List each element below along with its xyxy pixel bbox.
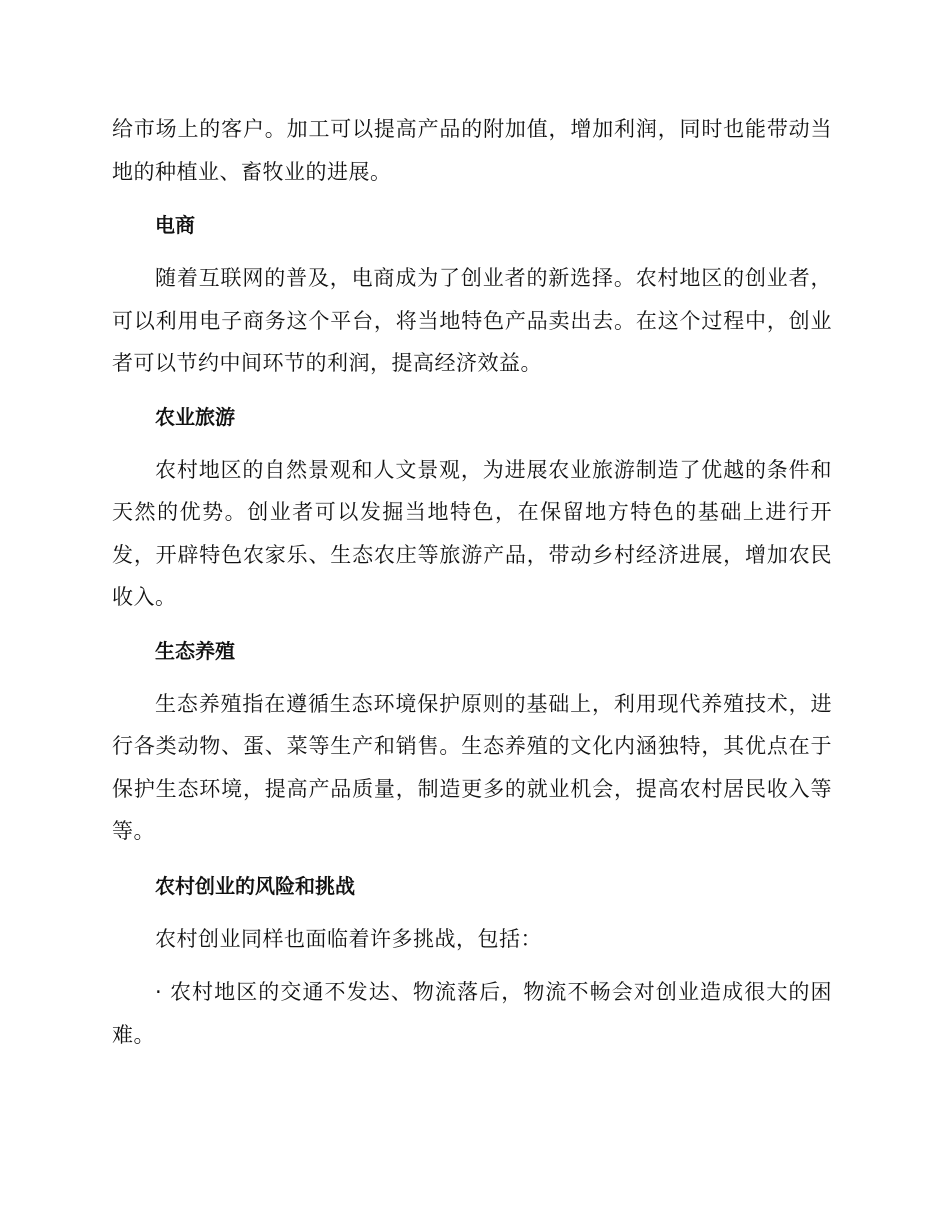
paragraph-intro: 给市场上的客户。加工可以提高产品的附加值，增加利润，同时也能带动当地的种植业、畜牧业的进展。 <box>112 117 832 184</box>
heading-risks: 农村创业的风险和挑战 <box>155 873 355 898</box>
paragraph-ecommerce: 随着互联网的普及，电商成为了创业者的新选择。农村地区的创业者，可以利用电子商务这个平台，将当地特色产品卖出去。在这个过程中，创业者可以节约中间环节的利润，提高经济效益。 <box>112 266 832 375</box>
paragraph-risks-intro: 农村创业同样也面临着许多挑战，包括： <box>155 926 542 951</box>
document-page <box>112 108 832 1056</box>
paragraph-eco-breeding: 生态养殖指在遵循生态环境保护原则的基础上，利用现代养殖技术，进行各类动物、蛋、菜等生产和销售。生态养殖的文化内涵独特，其优点在于保护生态环境，提高产品质量，制造更多的就业机会，提高农村居民收入等等。 <box>112 691 832 843</box>
bullet-item-transport: · 农村地区的交通不发达、物流落后，物流不畅会对创业造成很大的困难。 <box>112 980 832 1047</box>
heading-eco-breeding: 生态养殖 <box>155 638 235 663</box>
paragraph-agritourism: 农村地区的自然景观和人文景观，为进展农业旅游制造了优越的条件和天然的优势。创业者可以发掘当地特色，在保留地方特色的基础上进行开发，开辟特色农家乐、生态农庄等旅游产品，带动乡村经济进展，增加农民收入。 <box>112 457 832 609</box>
heading-agritourism: 农业旅游 <box>155 404 235 429</box>
heading-ecommerce: 电商 <box>155 213 195 237</box>
